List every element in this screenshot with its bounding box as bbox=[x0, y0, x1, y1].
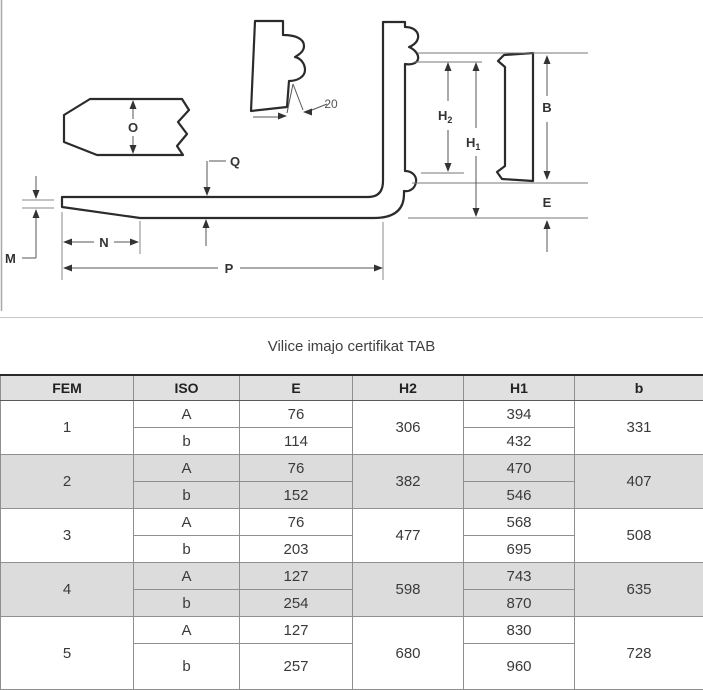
dimensions-table bbox=[0, 374, 703, 690]
col-header-e: E bbox=[240, 375, 353, 401]
cell-e: 76 bbox=[240, 509, 353, 536]
label-p: P bbox=[224, 261, 234, 276]
fork-diagram-svg bbox=[0, 0, 703, 317]
fork-tip-cross-section bbox=[64, 99, 189, 155]
cell-h1: 568 bbox=[464, 509, 575, 536]
carriage-bar-cross-section bbox=[497, 53, 533, 181]
cell-e: 127 bbox=[240, 563, 353, 590]
cell-h2: 306 bbox=[353, 401, 464, 455]
cell-iso: b bbox=[134, 644, 240, 690]
cell-fem: 4 bbox=[1, 563, 134, 617]
table-row-fem5-A bbox=[1, 617, 703, 644]
cell-h1: 470 bbox=[464, 455, 575, 482]
label-e: E bbox=[542, 195, 552, 210]
cell-iso: A bbox=[134, 563, 240, 590]
cell-e: 127 bbox=[240, 617, 353, 644]
cell-fem: 3 bbox=[1, 509, 134, 563]
table-row-fem3-A bbox=[1, 509, 703, 536]
cell-h1: 743 bbox=[464, 563, 575, 590]
cell-iso: A bbox=[134, 509, 240, 536]
label-m: M bbox=[5, 251, 16, 266]
dimension-arrowheads bbox=[33, 55, 551, 272]
cell-b: 635 bbox=[575, 563, 703, 617]
cell-fem: 1 bbox=[1, 401, 134, 455]
cell-h1: 870 bbox=[464, 590, 575, 617]
col-header-h1: H1 bbox=[464, 375, 575, 401]
cell-iso: b bbox=[134, 428, 240, 455]
table-header-row bbox=[1, 375, 703, 401]
label-o: O bbox=[127, 120, 139, 135]
cell-iso: A bbox=[134, 401, 240, 428]
label-h1: H1 bbox=[466, 135, 481, 152]
table-row-fem2-A bbox=[1, 455, 703, 482]
col-header-b: b bbox=[575, 375, 703, 401]
table-row-fem1-A bbox=[1, 401, 703, 428]
cell-b: 331 bbox=[575, 401, 703, 455]
label-angle-20: 20 bbox=[324, 97, 338, 111]
col-header-fem: FEM bbox=[1, 375, 134, 401]
cell-e: 254 bbox=[240, 590, 353, 617]
cell-h1: 960 bbox=[464, 644, 575, 690]
cell-h1: 830 bbox=[464, 617, 575, 644]
cell-h2: 382 bbox=[353, 455, 464, 509]
cell-h2: 477 bbox=[353, 509, 464, 563]
label-b: B bbox=[542, 100, 552, 115]
table-header bbox=[1, 375, 703, 401]
cell-b: 728 bbox=[575, 617, 703, 690]
cell-e: 152 bbox=[240, 482, 353, 509]
cell-b: 407 bbox=[575, 455, 703, 509]
cell-h1: 394 bbox=[464, 401, 575, 428]
cell-e: 76 bbox=[240, 455, 353, 482]
label-n: N bbox=[99, 235, 109, 250]
hook-detail bbox=[251, 21, 305, 111]
cell-e: 76 bbox=[240, 401, 353, 428]
cell-h1: 546 bbox=[464, 482, 575, 509]
table-body bbox=[1, 401, 703, 690]
cell-fem: 2 bbox=[1, 455, 134, 509]
cell-iso: A bbox=[134, 455, 240, 482]
certificate-caption: Vilice imajo certifikat TAB bbox=[0, 317, 703, 374]
fork-dimension-diagram bbox=[0, 0, 703, 317]
cell-h2: 680 bbox=[353, 617, 464, 690]
cell-iso: b bbox=[134, 590, 240, 617]
label-h2: H2 bbox=[438, 108, 453, 125]
cell-h1: 695 bbox=[464, 536, 575, 563]
fork-side-view bbox=[62, 22, 418, 218]
cell-b: 508 bbox=[575, 509, 703, 563]
cell-iso: b bbox=[134, 482, 240, 509]
cell-e: 257 bbox=[240, 644, 353, 690]
label-q: Q bbox=[229, 154, 241, 169]
cell-fem: 5 bbox=[1, 617, 134, 690]
table-row-fem4-A bbox=[1, 563, 703, 590]
cell-e: 114 bbox=[240, 428, 353, 455]
cell-e: 203 bbox=[240, 536, 353, 563]
cell-h2: 598 bbox=[353, 563, 464, 617]
col-header-iso: ISO bbox=[134, 375, 240, 401]
cell-h1: 432 bbox=[464, 428, 575, 455]
cell-iso: b bbox=[134, 536, 240, 563]
cell-iso: A bbox=[134, 617, 240, 644]
col-header-h2: H2 bbox=[353, 375, 464, 401]
